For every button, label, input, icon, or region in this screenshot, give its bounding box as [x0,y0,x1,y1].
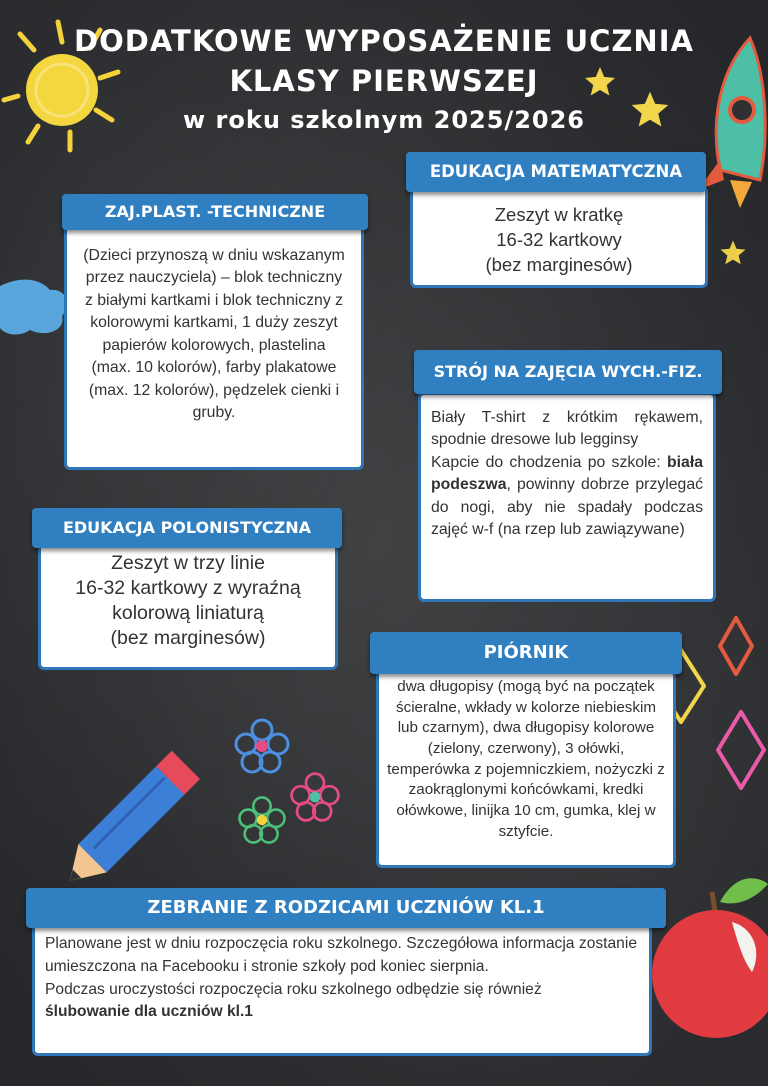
pencil-icon [40,740,220,910]
section-header-plastyczne: ZAJ.PLAST. -TECHNICZNE [62,194,368,230]
section-header-zebranie: ZEBRANIE Z RODZICAMI UCZNIÓW KL.1 [26,888,666,928]
diamond-icon [716,710,766,790]
polish-line: Zeszyt w trzy linie [111,552,265,574]
diamond-icon [718,616,754,676]
polish-line: (bez marginesów) [110,626,266,649]
star-icon [718,238,748,268]
polish-line: 16-32 kartkowy z wyraźną [75,576,301,599]
zebranie-pledge-bold: ślubowanie dla uczniów kl.1 [45,1003,253,1021]
section-wf [418,392,716,602]
wf-clothing: Biały T-shirt z krótkim rękawem, spodnie dresowe lub legginsy [431,409,703,449]
page-subtitle: KLASY PIERWSZEJ [229,64,539,98]
section-polonistyczna [38,538,338,670]
section-plastyczne [64,220,364,470]
piornik-text: dwa długopisy (mogą być na początek ścieralne, wkłady w kolorze niebieskim lub czarnym), dwa długopisy kolorowe (zielony, czerwony), 3 ołówki, temperówka z pojemniczkiem, nożyczki z zaokrąglonymi końcówkami, kredki ołówkowe, linijka 10 cm, gumka, klej w sztyfcie. [387,678,665,840]
section-header-wf: STRÓJ NA ZAJĘCIA WYCH.-FIZ. [414,350,722,394]
zebranie-ceremony: Podczas uroczystości rozpoczęcia roku szkolnego odbędzie się również [45,980,542,998]
flower-icon [288,770,342,824]
math-line: (bez marginesów) [485,253,633,275]
section-header-matematyczna: EDUKACJA MATEMATYCZNA [406,152,706,192]
flower-icon [236,794,288,846]
section-matematyczna [410,186,708,288]
flower-icon [232,716,292,776]
section-header-piornik: PIÓRNIK [370,632,682,674]
section-header-polonistyczna: EDUKACJA POLONISTYCZNA [32,508,342,548]
math-line: 16-32 kartkowy [496,228,622,250]
wf-slippers: Kapcie do chodzenia po szkole: biała podeszwa, powinny dobrze przylegać do nogi, aby nie spadały podczas zajęć w-f (na rzep lub zawiązywane) [431,453,703,539]
section-zebranie [32,918,652,1056]
page-title: DODATKOWE WYPOSAŻENIE UCZNIA [74,24,694,58]
math-line: Zeszyt w kratkę [494,204,624,225]
cloud-icon [0,272,72,342]
school-year: w roku szkolnym 2025/2026 [183,106,585,134]
apple-icon [648,862,768,1042]
polish-line: kolorową liniaturą [112,601,264,624]
wf-sole-bold: biała podeszwa [431,453,703,494]
plastyczne-text: (Dzieci przynoszą w dniu wskazanym przez nauczyciela) – blok techniczny z białymi kartkami i blok techniczny z kolorowymi kartkami, 1 duży zeszyt papierów kolorowych, plastelina (max. 10 kolorów), farby plakatowe (max. 12 kolorów), pędzelek cienki i gruby. [83,247,345,421]
section-piornik [376,668,676,868]
zebranie-info: Planowane jest w dniu rozpoczęcia roku szkolnego. Szczegółowa informacja zostanie umieszczona na Facebooku i stronie szkoły pod koniec sierpnia. [45,935,637,975]
